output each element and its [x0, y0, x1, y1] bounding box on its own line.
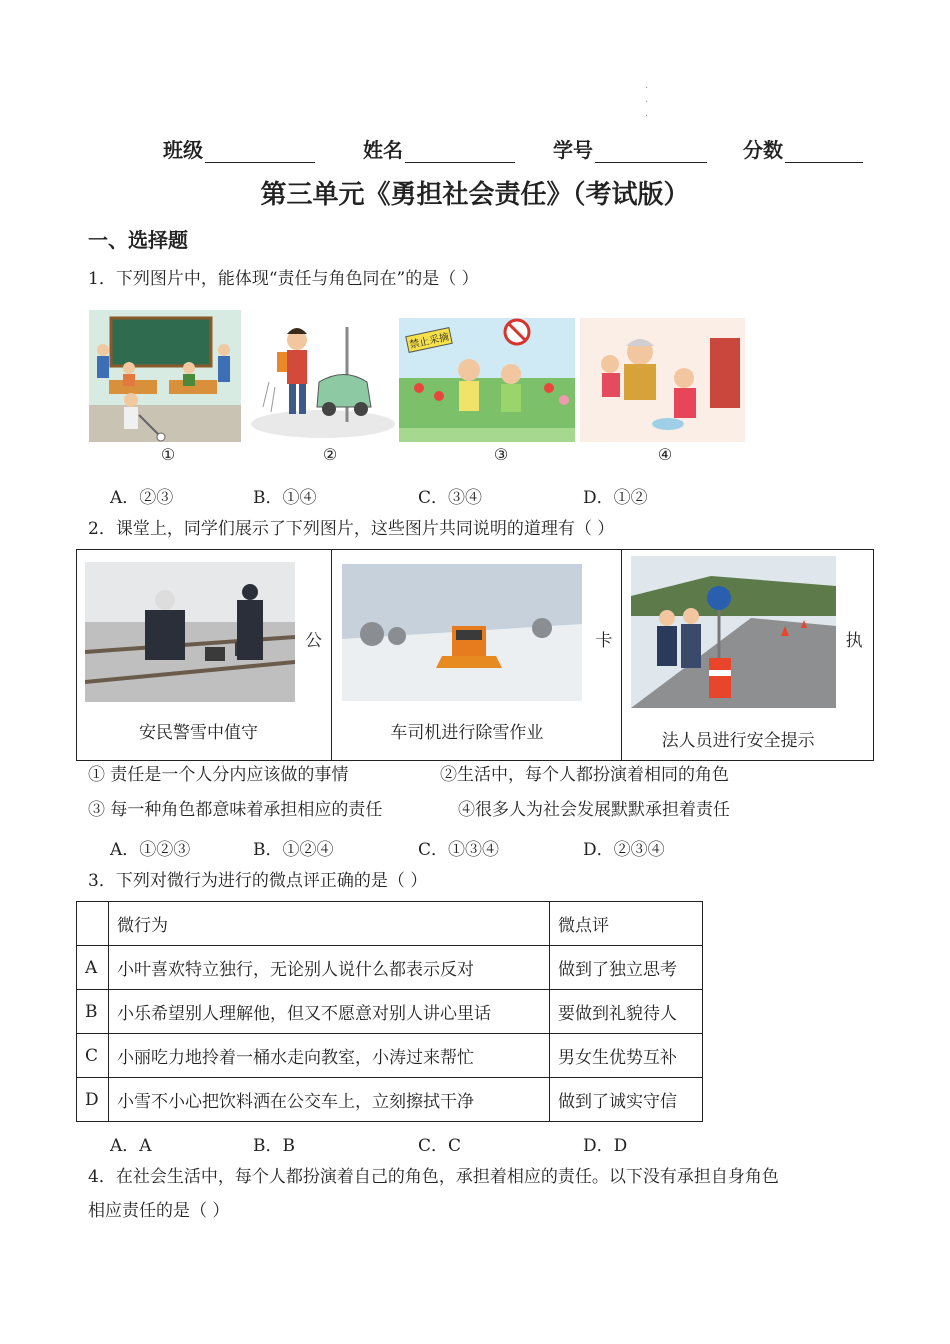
q2-cell-law: [621, 550, 873, 761]
q2-stem: 2．课堂上，同学们展示了下列图片，这些图片共同说明的道理有（ ）: [88, 519, 615, 539]
q2-image-snowplow: [342, 564, 582, 701]
q1-image-classroom: [89, 310, 241, 442]
q3-option-a[interactable]: A．A: [110, 1136, 152, 1156]
q3-header-cell: 微点评: [550, 902, 703, 946]
q2-statement-3: ③ 每一种角色都意味着承担相应的责任: [88, 800, 383, 820]
q2-image-table: [76, 549, 874, 761]
q2-cell-2-caption: 车司机进行除雪作业: [390, 723, 544, 743]
page-title: 第三单元《勇担社会责任》（考试版）: [260, 180, 690, 210]
q1-stem: 1．下列图片中，能体现“责任与角色同在”的是（ ）: [88, 269, 479, 289]
student-id-field[interactable]: 学号: [553, 134, 707, 163]
q2-cell-police: [77, 550, 332, 761]
q2-cell-truck: [332, 550, 621, 761]
q2-cell-3-caption: 法人员进行安全提示: [661, 731, 815, 751]
q1-image-litter: [249, 312, 397, 440]
q1-caption-4: ④: [657, 445, 673, 464]
q1-option-a[interactable]: A．②③: [110, 488, 174, 508]
q2-statement-2: ②生活中，每个人都扮演着相同的角色: [440, 765, 729, 785]
q3-behavior-cell: 小雪不小心把饮料洒在公交车上，立刻擦拭干净: [109, 1078, 550, 1122]
q3-row-label: B: [77, 990, 109, 1034]
q3-stem: 3．下列对微行为进行的微点评正确的是（ ）: [88, 871, 428, 891]
q2-cell-1-caption: 安民警雪中值守: [139, 723, 258, 743]
q3-row-label: D: [77, 1078, 109, 1122]
decorative-dots: · · ·: [645, 83, 649, 122]
score-blank[interactable]: [785, 138, 863, 163]
q2-option-d[interactable]: D．②③④: [583, 840, 665, 860]
q3-header-cell: 微行为: [109, 902, 550, 946]
q2-statement-4: ④很多人为社会发展默默承担着责任: [458, 800, 730, 820]
q1-caption-2: ②: [322, 445, 338, 464]
q1-option-d[interactable]: D．①②: [583, 488, 648, 508]
q3-comment-cell: 做到了诚实守信: [550, 1078, 703, 1122]
q2-option-b[interactable]: B．①②④: [253, 840, 334, 860]
q1-option-c[interactable]: C．③④: [418, 488, 483, 508]
q1-image-family: [580, 318, 745, 442]
student-id-blank[interactable]: [595, 138, 707, 163]
table-row: [77, 1078, 703, 1122]
q3-behavior-cell: 小叶喜欢特立独行，无论别人说什么都表示反对: [109, 946, 550, 990]
q3-header-row: [77, 902, 703, 946]
table-row: [77, 990, 703, 1034]
q3-row-label: A: [77, 946, 109, 990]
q1-caption-1: ①: [160, 445, 176, 464]
q1-option-b[interactable]: B．①④: [253, 488, 317, 508]
q3-option-d[interactable]: D．D: [583, 1136, 628, 1156]
class-blank[interactable]: [205, 138, 315, 163]
q2-image-police: [85, 562, 295, 702]
q3-header-cell: [77, 902, 109, 946]
name-field[interactable]: 姓名: [363, 134, 515, 163]
q2-image-safety: [631, 556, 836, 708]
q3-row-label: C: [77, 1034, 109, 1078]
table-row: [77, 1034, 703, 1078]
section-title: 一、选择题: [88, 228, 188, 252]
q3-option-b[interactable]: B．B: [253, 1136, 295, 1156]
name-blank[interactable]: [405, 138, 515, 163]
table-row: [77, 946, 703, 990]
q4-stem-line-2: 相应责任的是（ ）: [88, 1201, 230, 1221]
q1-image-no-picking: [399, 318, 575, 442]
student-info-row: [0, 134, 950, 168]
score-field[interactable]: 分数: [743, 134, 863, 163]
q3-option-c[interactable]: C．C: [418, 1136, 462, 1156]
q3-behavior-cell: 小乐希望别人理解他，但又不愿意对别人讲心里话: [109, 990, 550, 1034]
q2-cell-1-side-text: 公: [305, 631, 322, 651]
q1-sign-text: 禁止采摘: [408, 331, 451, 352]
q3-table: [76, 901, 703, 1122]
q2-cell-3-side-text: 执: [845, 631, 863, 651]
q4-stem-line-1: 4．在社会生活中，每个人都扮演着自己的角色，承担着相应的责任。以下没有承担自身角色: [88, 1167, 779, 1187]
class-field[interactable]: 班级: [163, 134, 315, 163]
q3-comment-cell: 要做到礼貌待人: [550, 990, 703, 1034]
q2-option-a[interactable]: A．①②③: [110, 840, 191, 860]
q1-caption-3: ③: [493, 445, 509, 464]
q2-cell-2-side-text: 卡: [595, 631, 613, 651]
q3-comment-cell: 男女生优势互补: [550, 1034, 703, 1078]
q3-behavior-cell: 小丽吃力地拎着一桶水走向教室，小涛过来帮忙: [109, 1034, 550, 1078]
q2-option-c[interactable]: C．①③④: [418, 840, 500, 860]
q3-comment-cell: 做到了独立思考: [550, 946, 703, 990]
q2-statement-1: ① 责任是一个人分内应该做的事情: [88, 765, 349, 785]
